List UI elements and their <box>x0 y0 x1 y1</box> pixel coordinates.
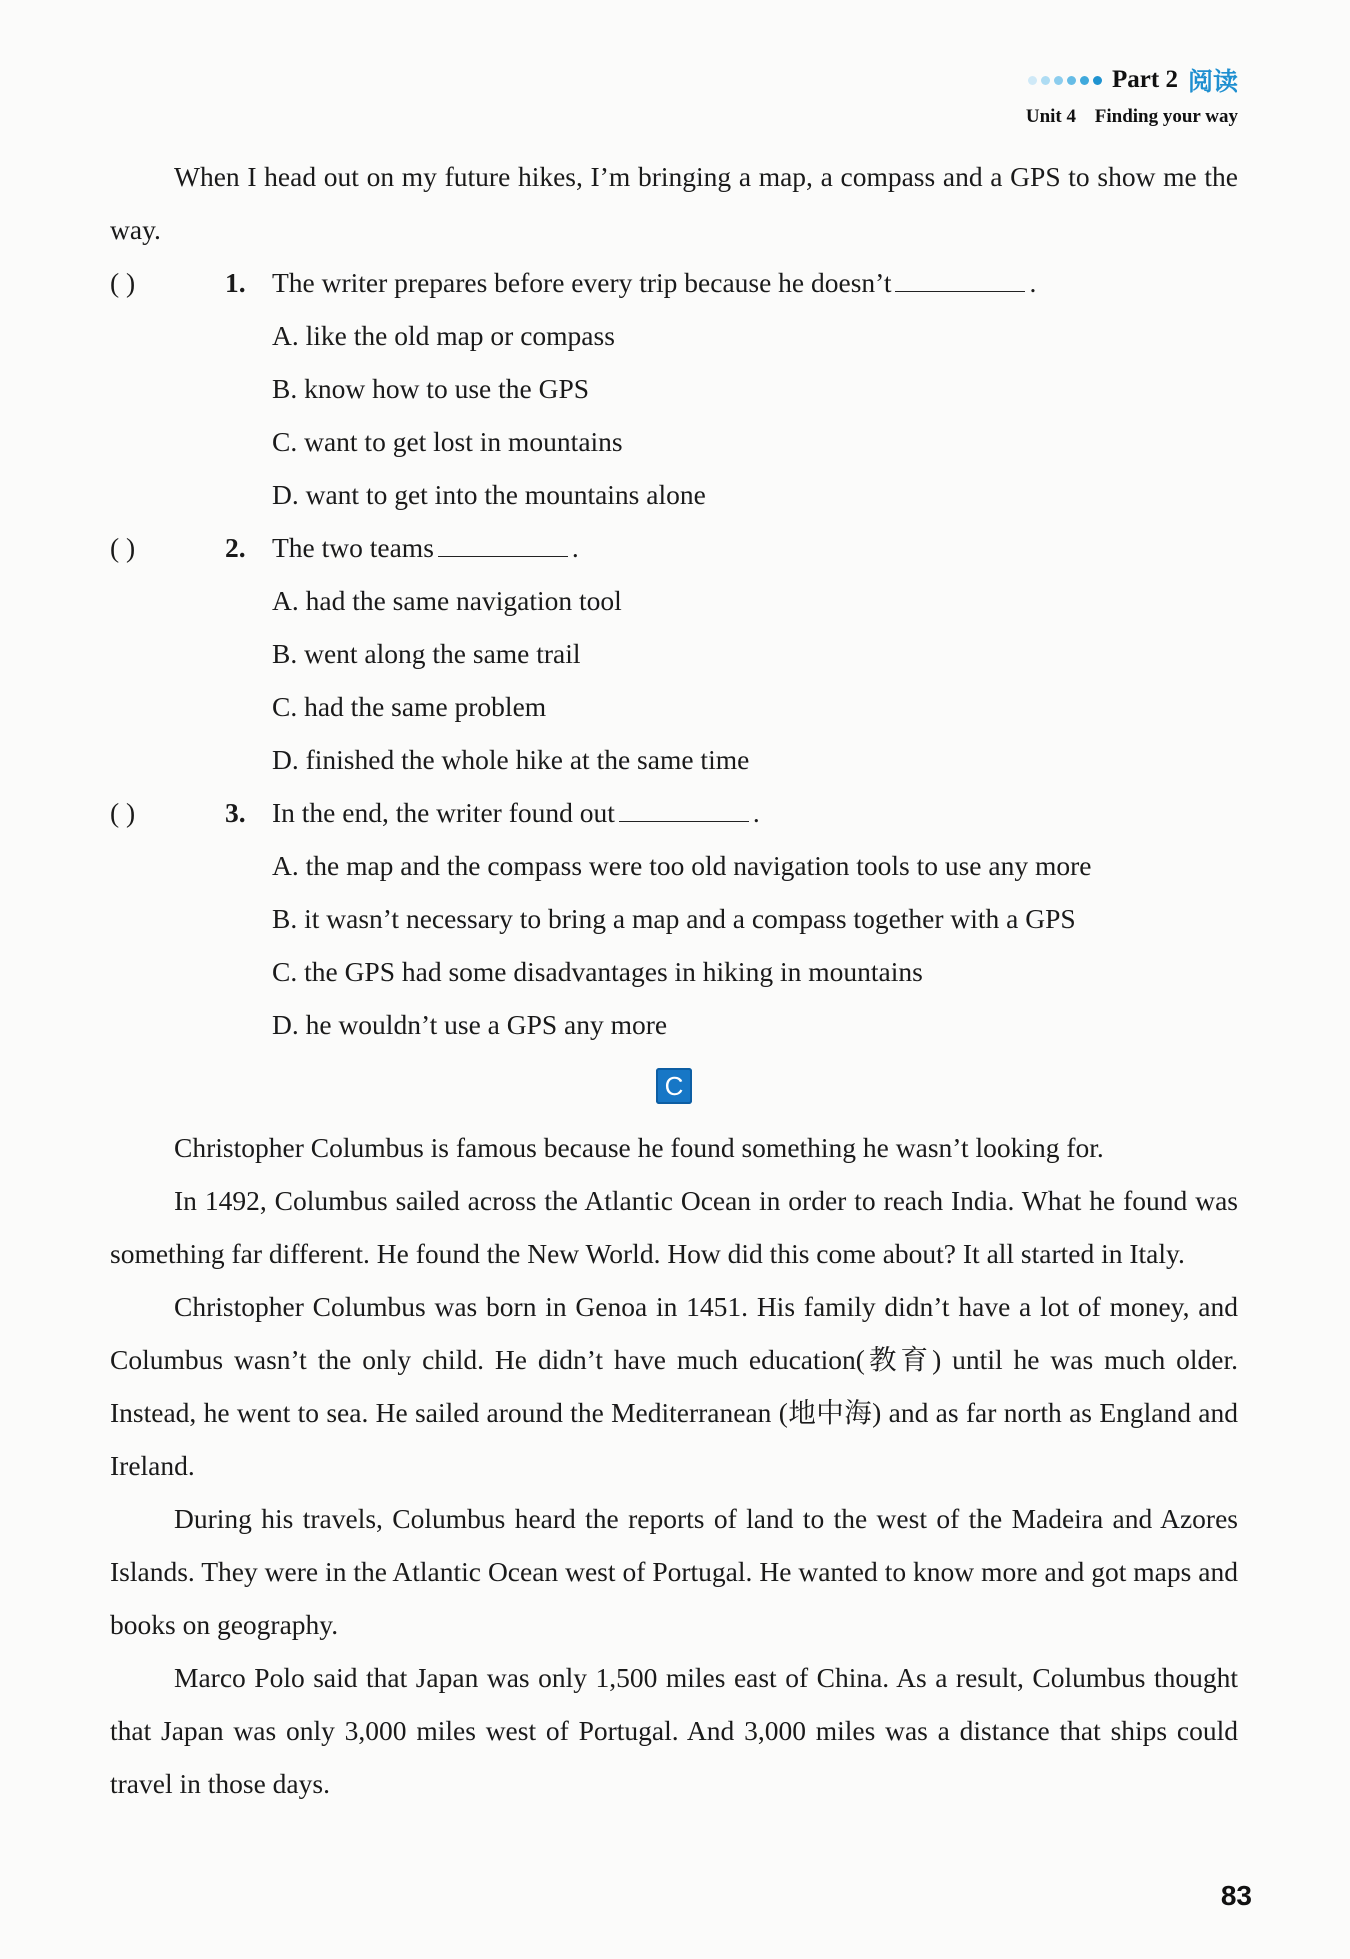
page-number: 83 <box>1220 1880 1252 1911</box>
section-label: 阅读 <box>1187 67 1238 96</box>
decorative-dots <box>1028 76 1102 85</box>
dot-icon <box>1054 76 1063 85</box>
option-a: A. the map and the compass were too old navigation tools to use any more <box>272 850 1092 881</box>
option-b: B. know how to use the GPS <box>272 373 590 404</box>
dot-icon <box>1067 76 1076 85</box>
passage-paragraph: Christopher Columbus was born in Genoa in 1451. His family didn’t have a lot of money, and Columbus wasn’t the only child. He didn’t have much education(教育) until he was much older. Instead, he went to sea. He sailed around the Mediterranean (地中海) and as far north as England and Ireland. <box>110 1291 1238 1481</box>
question-1 <box>110 256 1238 309</box>
option-d: D. want to get into the mountains alone <box>272 479 706 510</box>
option-b: B. it wasn’t necessary to bring a map and a compass together with a GPS <box>272 903 1076 934</box>
dot-icon <box>1028 76 1037 85</box>
passage-label-row <box>110 1051 1238 1121</box>
page-content <box>110 150 1238 1810</box>
running-header <box>1026 62 1238 128</box>
passage-label: C <box>656 1068 692 1104</box>
intro-paragraph: When I head out on my future hikes, I’m bringing a map, a compass and a GPS to show me the way. <box>110 161 1238 245</box>
answer-blank[interactable] <box>438 530 568 557</box>
passage-paragraph: Marco Polo said that Japan was only 1,500 miles east of China. As a result, Columbus thought that Japan was only 3,000 miles west of Portugal. And 3,000 miles was a distance that ships could travel in those days. <box>110 1662 1238 1799</box>
passage-paragraph: Christopher Columbus is famous because he found something he wasn’t looking for. <box>174 1132 1104 1163</box>
question-number: 1. <box>225 267 246 298</box>
question-stem-text: The two teams <box>272 532 434 563</box>
unit-line <box>1026 106 1238 128</box>
dot-icon <box>1093 76 1102 85</box>
question-3 <box>110 786 1238 839</box>
unit-title: Finding your way <box>1094 106 1238 127</box>
header-top <box>1026 62 1238 98</box>
question-stem-end: . <box>1029 267 1037 298</box>
option-a: A. like the old map or compass <box>272 320 615 351</box>
answer-paren[interactable]: ( ) <box>110 797 136 828</box>
passage-paragraph: During his travels, Columbus heard the reports of land to the west of the Madeira and Azores Islands. They were in the Atlantic Ocean west of Portugal. He wanted to know more and got maps and books on geography. <box>110 1503 1238 1640</box>
dot-icon <box>1080 76 1089 85</box>
option-c: C. the GPS had some disadvantages in hiking in mountains <box>272 956 923 987</box>
option-b: B. went along the same trail <box>272 638 581 669</box>
answer-blank[interactable] <box>895 265 1025 292</box>
option-c: C. want to get lost in mountains <box>272 426 623 457</box>
part-label: Part 2 <box>1112 66 1178 93</box>
question-stem-end: . <box>752 797 760 828</box>
option-d: D. finished the whole hike at the same time <box>272 744 750 775</box>
question-stem-end: . <box>571 532 579 563</box>
question-stem-text: In the end, the writer found out <box>272 797 615 828</box>
option-c: C. had the same problem <box>272 691 547 722</box>
question-2 <box>110 521 1238 574</box>
answer-blank[interactable] <box>619 795 749 822</box>
passage-paragraph: In 1492, Columbus sailed across the Atlantic Ocean in order to reach India. What he found was something far different. He found the New World. How did this come about? It all started in Italy. <box>110 1185 1238 1269</box>
question-stem-text: The writer prepares before every trip because he doesn’t <box>272 267 892 298</box>
answer-paren[interactable]: ( ) <box>110 532 136 563</box>
question-stem <box>272 786 760 839</box>
dot-icon <box>1041 76 1050 85</box>
option-a: A. had the same navigation tool <box>272 585 622 616</box>
question-number: 2. <box>225 532 246 563</box>
question-number: 3. <box>225 797 246 828</box>
unit-label: Unit 4 <box>1025 106 1076 127</box>
question-list <box>110 256 1238 1051</box>
question-stem <box>272 521 579 574</box>
answer-paren[interactable]: ( ) <box>110 267 136 298</box>
question-stem <box>272 256 1036 309</box>
option-d: D. he wouldn’t use a GPS any more <box>272 1009 668 1040</box>
passage-c <box>110 1121 1238 1810</box>
